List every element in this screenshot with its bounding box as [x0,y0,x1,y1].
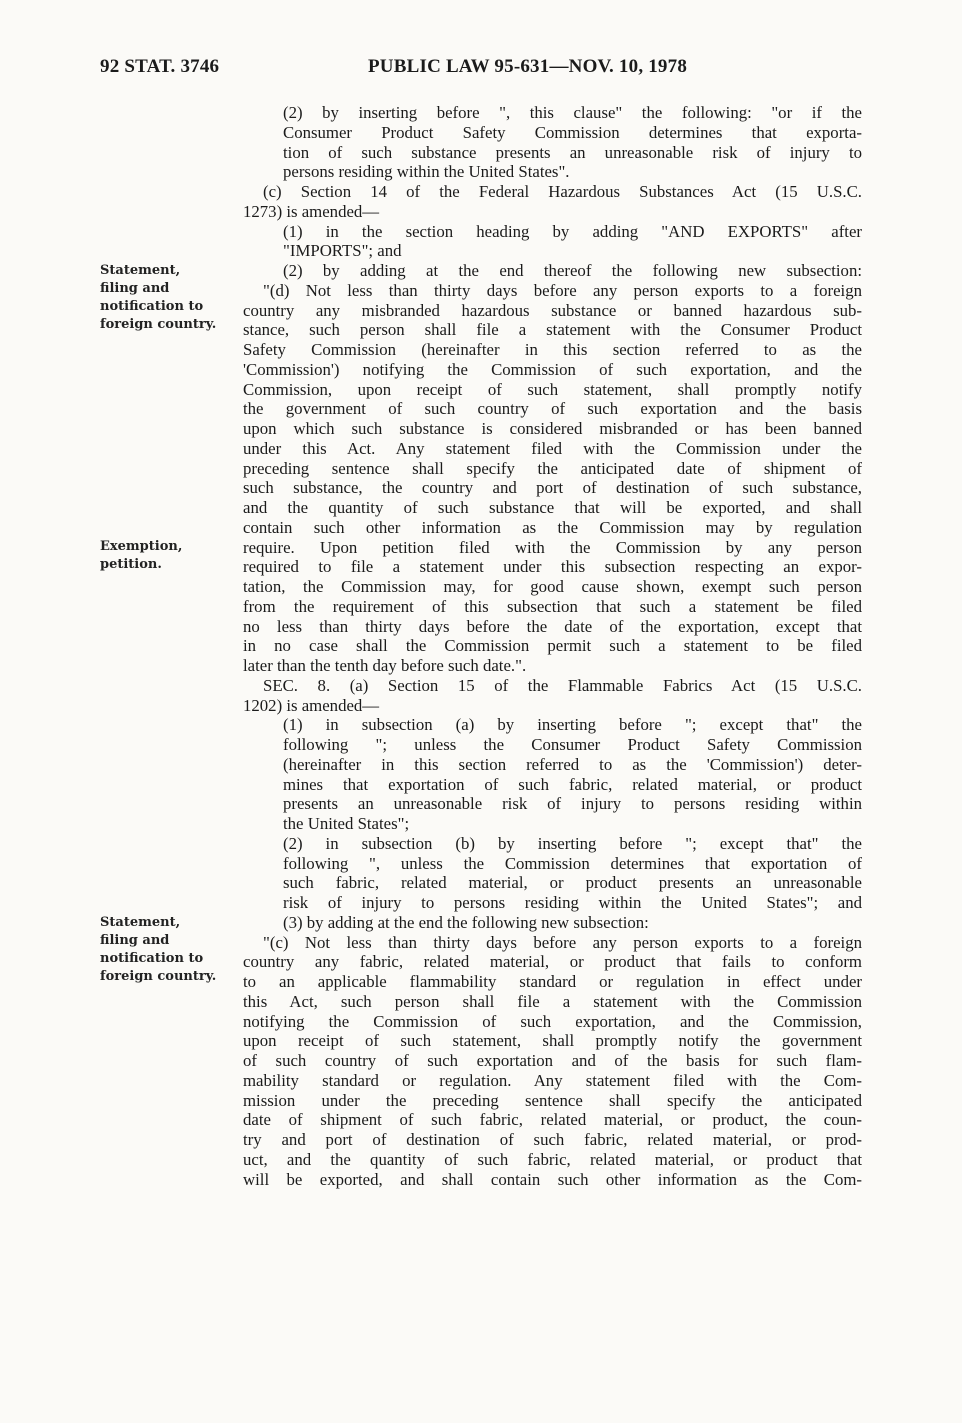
text-line: notifying the Commission of such exportation, and the Commission, [243,1011,862,1031]
text-line: mission under the preceding sentence shall specify the anticipated [243,1090,862,1110]
law-title: PUBLIC LAW 95-631—NOV. 10, 1978 [368,56,688,77]
text-line: and the quantity of such substance that will be exported, and shall [243,498,862,517]
text-line: later than the tenth day before such date.". [243,656,527,675]
text-line: country any fabric, related material, or product that fails to conform [243,952,862,972]
text-line: the government of such country of such exportation and the basis [243,399,862,419]
text-line: required to file a statement under this subsection respecting an expor- [243,557,862,577]
text-line: tation, the Commission may, for good cause shown, exempt such person [243,577,862,596]
margin-note-exemption [100,538,230,574]
text-line: stance, such person shall file a statement with the Consumer Product [243,320,862,340]
text-line: mability standard or regulation. Any statement filed with the Com- [243,1070,862,1090]
text-line: Commission, upon receipt of such statement, shall promptly notify [243,379,862,399]
text-line: from the requirement of this subsection that such a statement be filed [243,596,862,616]
text-line: country any misbranded hazardous substance or banned hazardous sub- [243,300,862,320]
margin-note-line: petition. [100,557,162,572]
text-line: (1) in subsection (a) by inserting before "; except that" the [283,715,862,735]
text-line: upon receipt of such statement, shall promptly notify the government [243,1031,862,1051]
text-line: (c) Section 14 of the Federal Hazardous Substances Act (15 U.S.C. [263,182,862,201]
text-line: (3) by adding at the end the following new subsection: [283,912,649,932]
text-line: require. Upon petition filed with the Commission by any person [243,537,862,557]
text-line: (2) by adding at the end thereof the following new subsection: [283,261,862,280]
text-line: Safety Commission (hereinafter in this section referred to as the [243,340,862,359]
text-line: this Act, such person shall file a statement with the Commission [243,991,862,1011]
page-header [100,56,860,82]
margin-note-line: filing and [100,281,170,296]
text-line: tion of such substance presents an unreasonable risk of injury to [283,142,862,162]
text-line: mines that exportation of such fabric, related material, or product [283,774,862,794]
margin-note-line: notification to [100,951,204,966]
text-line: no less than thirty days before the date of the exportation, except that [243,616,862,636]
text-line: such substance, the country and port of destination of such substance, [243,478,862,498]
text-line: 'Commission') notifying the Commission of such exportation, and the [243,359,862,379]
text-line: contain such other information as the Commission may by regulation [243,517,862,537]
margin-note-statement-1 [100,262,230,334]
text-line: of such country of such exportation and of the basis for such flam- [243,1051,862,1070]
text-line: 1273) is amended— [243,201,380,221]
text-line: the United States"; [283,814,410,833]
margin-note-line: filing and [100,933,170,948]
text-line: (2) in subsection (b) by inserting before "; except that" the [283,833,862,853]
text-line: "(d) Not less than thirty days before any person exports to a foreign [263,280,862,300]
text-line: (2) by inserting before ", this clause" the following: "or if the [283,103,862,122]
text-line: date of shipment of such fabric, related material, or product, the coun- [243,1110,862,1130]
margin-note-statement-2 [100,914,230,986]
text-line: 1202) is amended— [243,695,380,715]
text-line: under this Act. Any statement filed with the Commission under the [243,438,862,458]
text-line: following "; unless the Consumer Product Safety Commission [283,735,862,754]
text-line: in no case shall the Commission permit such a statement to be filed [243,636,862,656]
text-line: uct, and the quantity of such fabric, related material, or product that [243,1149,862,1169]
margin-note-line: Exemption, [100,539,183,554]
text-line: risk of injury to persons residing within the United States"; and [283,893,862,912]
body-text [243,103,862,1189]
text-line: try and port of destination of such fabric, related material, or prod- [243,1130,862,1149]
text-line: (hereinafter in this section referred to as the 'Commission') deter- [283,754,862,774]
text-line: "(c) Not less than thirty days before any person exports to a foreign [263,932,862,952]
text-line: SEC. 8. (a) Section 15 of the Flammable Fabrics Act (15 U.S.C. [263,675,862,695]
text-line: preceding sentence shall specify the anticipated date of shipment of [243,458,862,478]
text-line: to an applicable flammability standard or regulation in effect under [243,972,862,991]
text-line: such fabric, related material, or product presents an unreasonable [283,873,862,893]
margin-note-line: Statement, [100,263,181,278]
margin-note-line: foreign country. [100,969,217,984]
margin-note-line: Statement, [100,915,181,930]
text-line: Consumer Product Safety Commission determines that exporta- [283,122,862,142]
margin-note-line: notification to [100,299,204,314]
text-line: presents an unreasonable risk of injury to persons residing within [283,794,862,814]
text-line: upon which such substance is considered misbranded or has been banned [243,419,862,438]
text-line: persons residing within the United States". [283,162,570,182]
stat-page-reference: 92 STAT. 3746 [100,56,220,77]
margin-note-line: foreign country. [100,317,217,332]
text-line: will be exported, and shall contain such other information as the Com- [243,1169,862,1189]
text-line: following ", unless the Commission determines that exportation of [283,853,862,873]
text-line: "IMPORTS"; and [283,241,402,261]
text-line: (1) in the section heading by adding "AND EXPORTS" after [283,221,862,241]
